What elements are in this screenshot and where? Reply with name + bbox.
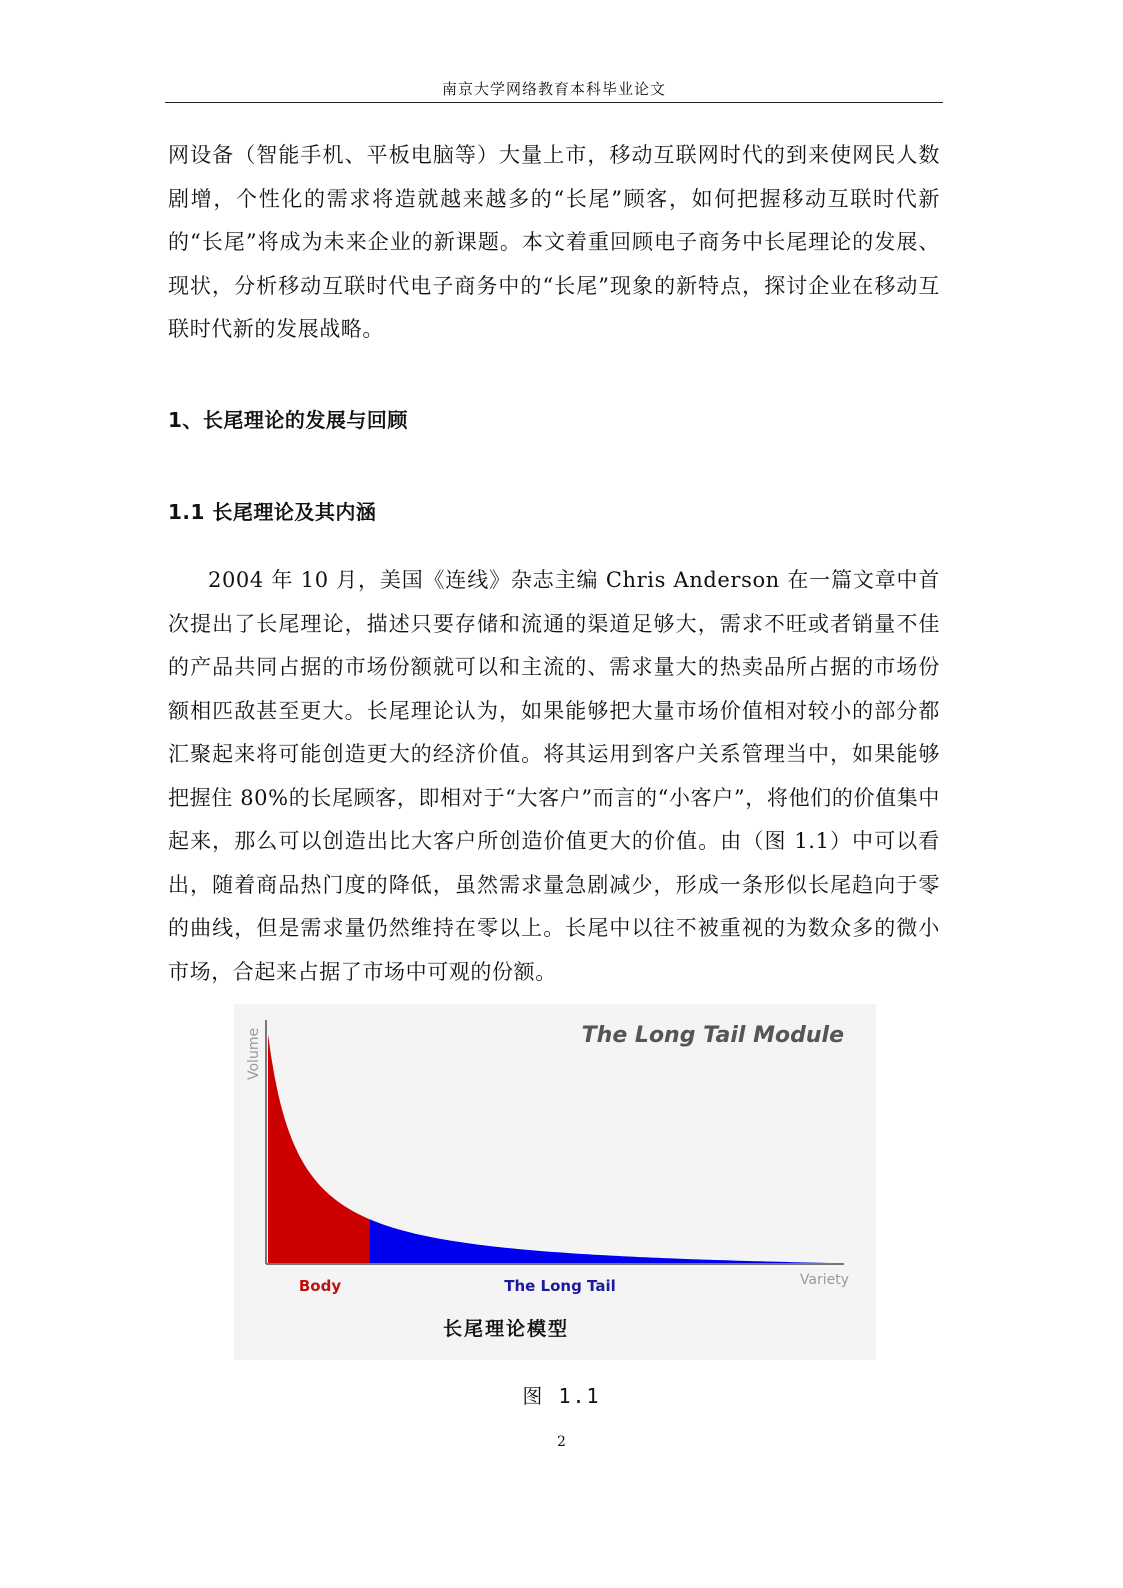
figure-caption: 图 1.1 xyxy=(522,1384,601,1408)
area-long-tail xyxy=(369,1219,830,1263)
y-axis-label: Volume xyxy=(246,1027,262,1080)
x-axis-label: Variety xyxy=(799,1272,849,1288)
long-tail-chart xyxy=(234,1004,876,1304)
area-body xyxy=(268,1034,369,1263)
chart-title: The Long Tail Module xyxy=(581,1023,844,1048)
figure-subtitle: 长尾理论模型 xyxy=(442,1318,569,1340)
page-number: 2 xyxy=(557,1434,566,1450)
header-rule xyxy=(165,102,943,103)
figure-long-tail xyxy=(234,1004,876,1360)
paragraph-intro: 网设备（智能手机、平板电脑等）大量上市，移动互联网时代的到来使网民人数剧增，个性化的需求将造就越来越多的“长尾”顾客，如何把握移动互联时代新的“长尾”将成为未来企业的新课题。本文着重回顾电子商务中长尾理论的发展、现状，分析移动互联时代电子商务中的“长尾”现象的新特点，探讨企业在移动互联时代新的发展战略。 xyxy=(168,143,940,341)
category-label-body: Body xyxy=(298,1277,342,1295)
paragraph-long-tail: 2004 年 10 月，美国《连线》杂志主编 Chris Anderson 在一篇文章中首次提出了长尾理论，描述只要存储和流通的渠道足够大，需求不旺或者销量不佳的产品共同占据的市场份额就可以和主流的、需求量大的热卖品所占据的市场份额相匹敌甚至更大。长尾理论认为，如果能够把大量市场价值相对较小的部分都汇聚起来将可能创造更大的经济价值。将其运用到客户关系管理当中，如果能够把握住 80%的长尾顾客，即相对于“大客户”而言的“小客户”，将他们的价值集中起来，那么可以创造出比大客户所创造价值更大的价值。由（图 1.1）中可以看出，随着商品热门度的降低，虽然需求量急剧减少，形成一条形似长尾趋向于零的曲线，但是需求量仍然维持在零以上。长尾中以往不被重视的为数众多的微小市场，合起来占据了市场中可观的份额。 xyxy=(168,568,940,984)
category-label-long-tail: The Long Tail xyxy=(504,1277,616,1295)
section-heading-1: 1、长尾理论的发展与回顾 xyxy=(168,408,408,432)
section-heading-1-1: 1.1 长尾理论及其内涵 xyxy=(168,500,377,524)
running-header: 南京大学网络教育本科毕业论文 xyxy=(441,80,666,98)
